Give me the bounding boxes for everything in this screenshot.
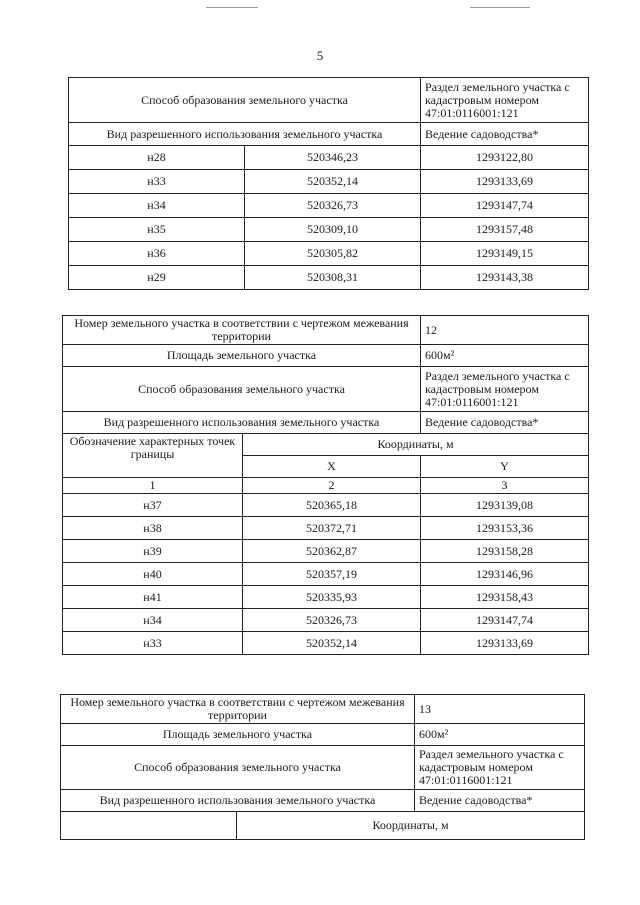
x-coordinate: 520326,73 (243, 609, 421, 632)
point-name: н37 (63, 494, 243, 517)
plot-number-label: Номер земельного участка в соответствии с чертежом межевания территории (63, 316, 421, 345)
plot-13-table (60, 694, 585, 840)
method-value: Раздел земельного участка с кадастровым номером 47:01:0116001:121 (421, 367, 589, 412)
x-header: X (243, 456, 421, 478)
point-name: н33 (69, 170, 245, 194)
plot-table-continued (68, 77, 589, 290)
table-row (69, 194, 589, 218)
point-name: н38 (63, 517, 243, 540)
point-name: н33 (63, 632, 243, 655)
y-coordinate: 1293149,15 (421, 242, 589, 266)
x-coordinate: 520308,31 (245, 266, 421, 290)
page-number: 5 (316, 48, 324, 63)
table-row (63, 494, 589, 517)
x-coordinate: 520335,93 (243, 586, 421, 609)
plot-number-label: Номер земельного участка в соответствии с чертежом межевания территории (61, 695, 415, 724)
use-value: Ведение садоводства* (421, 123, 589, 146)
table-row (69, 146, 589, 170)
point-name: н36 (69, 242, 245, 266)
point-name: н34 (69, 194, 245, 218)
area-value: 600м² (415, 724, 585, 746)
method-value: Раздел земельного участка с кадастровым номером 47:01:0116001:121 (415, 746, 585, 790)
point-name: н40 (63, 563, 243, 586)
y-coordinate: 1293139,08 (421, 494, 589, 517)
coordinate-rows (69, 146, 589, 290)
area-label: Площадь земельного участка (63, 345, 421, 367)
x-coordinate: 520352,14 (245, 170, 421, 194)
point-name: н28 (69, 146, 245, 170)
y-header: Y (421, 456, 589, 478)
table-row (69, 218, 589, 242)
table-row (63, 540, 589, 563)
y-coordinate: 1293133,69 (421, 632, 589, 655)
point-name: н34 (63, 609, 243, 632)
plot-12-table (62, 315, 589, 655)
points-header-cell (61, 812, 237, 840)
x-coordinate: 520326,73 (245, 194, 421, 218)
use-label: Вид разрешенного использования земельного участка (69, 123, 421, 146)
x-coordinate: 520352,14 (243, 632, 421, 655)
plot-number-value: 13 (415, 695, 585, 724)
y-coordinate: 1293143,38 (421, 266, 589, 290)
plot-number-value: 12 (421, 316, 589, 345)
area-value: 600м² (421, 345, 589, 367)
table-row (69, 170, 589, 194)
scan-artifact (470, 7, 530, 8)
x-coordinate: 520365,18 (243, 494, 421, 517)
coords-header: Координаты, м (243, 434, 589, 456)
area-label: Площадь земельного участка (61, 724, 415, 746)
method-label: Способ образования земельного участка (61, 746, 415, 790)
method-label: Способ образования земельного участка (63, 367, 421, 412)
points-header: Обозначение характерных точек границы (63, 434, 243, 478)
use-label: Вид разрешенного использования земельного участка (61, 790, 415, 812)
method-label: Способ образования земельного участка (69, 78, 421, 123)
use-value: Ведение садоводства* (421, 412, 589, 434)
x-coordinate: 520372,71 (243, 517, 421, 540)
y-coordinate: 1293146,96 (421, 563, 589, 586)
coords-header: Координаты, м (237, 812, 585, 840)
point-name: н41 (63, 586, 243, 609)
point-name: н29 (69, 266, 245, 290)
y-coordinate: 1293158,43 (421, 586, 589, 609)
method-value: Раздел земельного участка с кадастровым номером 47:01:0116001:121 (421, 78, 589, 123)
col-number-2: 2 (243, 478, 421, 494)
point-name: н39 (63, 540, 243, 563)
use-label: Вид разрешенного использования земельного участка (63, 412, 421, 434)
x-coordinate: 520305,82 (245, 242, 421, 266)
table-row (63, 586, 589, 609)
y-coordinate: 1293147,74 (421, 194, 589, 218)
table-row (69, 266, 589, 290)
point-name: н35 (69, 218, 245, 242)
table-row (63, 609, 589, 632)
x-coordinate: 520357,19 (243, 563, 421, 586)
table-row (69, 242, 589, 266)
y-coordinate: 1293153,36 (421, 517, 589, 540)
y-coordinate: 1293122,80 (421, 146, 589, 170)
y-coordinate: 1293147,74 (421, 609, 589, 632)
table-row (63, 517, 589, 540)
x-coordinate: 520346,23 (245, 146, 421, 170)
x-coordinate: 520309,10 (245, 218, 421, 242)
y-coordinate: 1293158,28 (421, 540, 589, 563)
use-value: Ведение садоводства* (415, 790, 585, 812)
x-coordinate: 520362,87 (243, 540, 421, 563)
table-row (63, 563, 589, 586)
scan-artifact (206, 7, 258, 8)
col-number-1: 1 (63, 478, 243, 494)
table-row (63, 632, 589, 655)
y-coordinate: 1293133,69 (421, 170, 589, 194)
y-coordinate: 1293157,48 (421, 218, 589, 242)
col-number-3: 3 (421, 478, 589, 494)
coordinate-rows (63, 494, 589, 655)
